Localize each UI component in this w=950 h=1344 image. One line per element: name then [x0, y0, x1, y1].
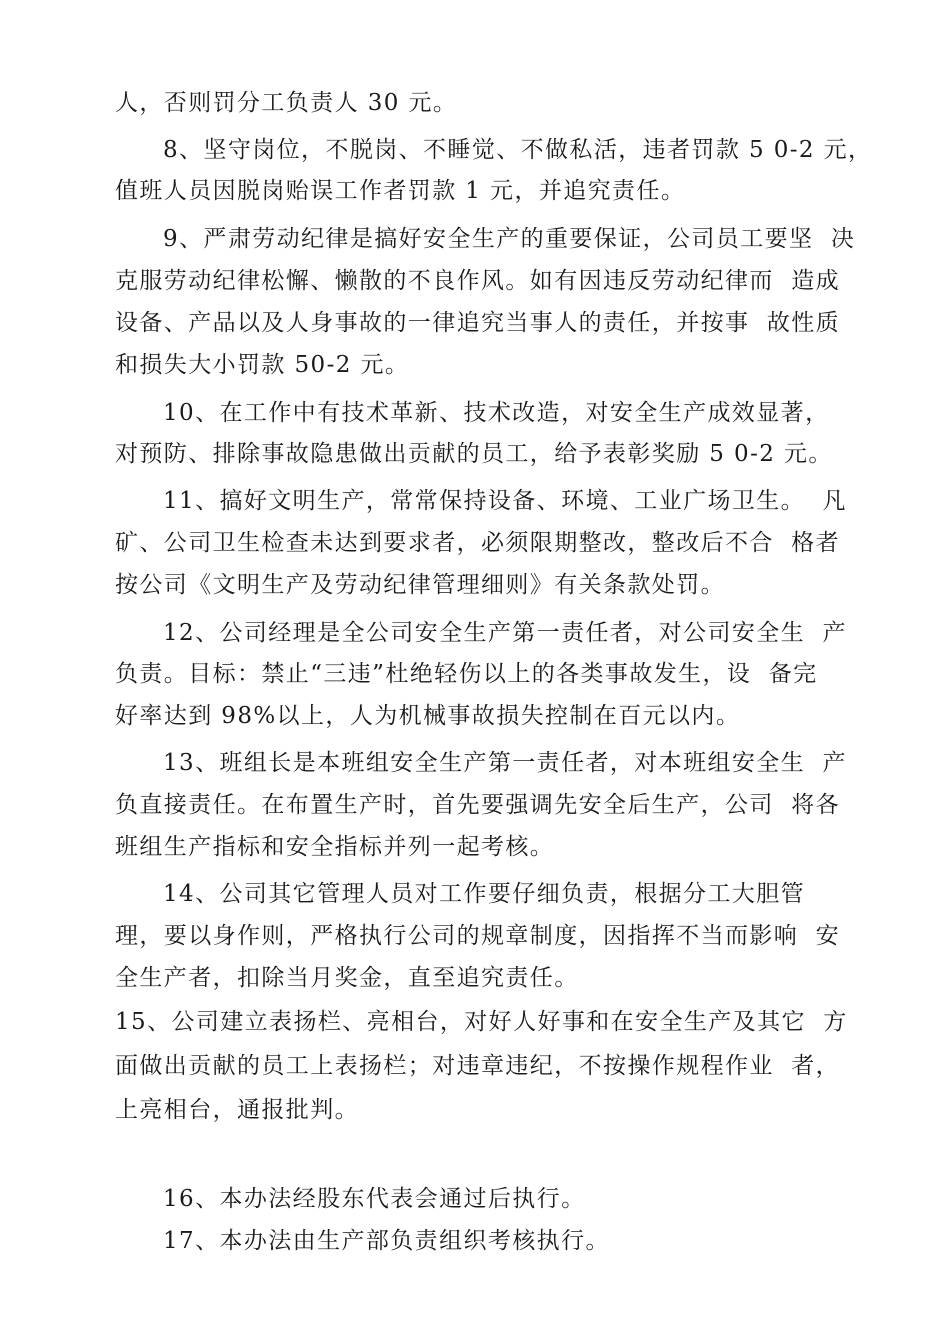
clause-12-line-2: 负责。目标：禁止“三违”杜绝轻伤以上的各类事故发生，设 备完 — [115, 661, 818, 687]
clause-16: 16、本办法经股东代表会通过后执行。 — [163, 1186, 586, 1212]
clause-9-line-4: 和损失大小罚款 50-2 元。 — [115, 352, 410, 378]
clause-10-line-2: 对预防、排除事故隐患做出贡献的员工，给予表彰奖励 5 0-2 元。 — [115, 441, 833, 467]
clause-15-line-3: 上亮相台，通报批判。 — [115, 1097, 359, 1123]
clause-17: 17、本办法由生产部负责组织考核执行。 — [163, 1228, 610, 1254]
text-line: 人，否则罚分工负责人 30 元。 — [115, 90, 458, 116]
clause-11-line-3: 按公司《文明生产及劳动纪律管理细则》有关条款处罚。 — [115, 572, 725, 598]
clause-14-line-3: 全生产者，扣除当月奖金，直至追究责任。 — [115, 965, 579, 991]
clause-13-line-3: 班组生产指标和安全指标并列一起考核。 — [115, 834, 555, 860]
clause-8-line-1: 8、坚守岗位，不脱岗、不睡觉、不做私活，违者罚款 5 0-2 元， — [163, 137, 873, 163]
clause-9-line-2: 克服劳动纪律松懈、懒散的不良作风。如有因违反劳动纪律而 造成 — [115, 268, 841, 294]
clause-9-line-1: 9、严肃劳动纪律是搞好安全生产的重要保证，公司员工要坚 决 — [163, 226, 856, 252]
clause-12-line-1: 12、公司经理是全公司安全生产第一责任者，对公司安全生 产 — [163, 620, 847, 646]
clause-8-line-2: 值班人员因脱岗贻误工作者罚款 1 元，并追究责任。 — [115, 178, 686, 204]
clause-13-line-1: 13、班组长是本班组安全生产第一责任者，对本班组安全生 产 — [163, 750, 847, 776]
clause-14-line-1: 14、公司其它管理人员对工作要仔细负责，根据分工大胆管 — [163, 881, 806, 907]
clause-15-line-2: 面做出贡献的员工上表扬栏；对违章违纪，不按操作规程作业 者， — [115, 1053, 841, 1079]
clause-11-line-1: 11、搞好文明生产，常常保持设备、环境、工业广场卫生。 凡 — [163, 488, 847, 514]
clause-15-line-1: 15、公司建立表扬栏、亮相台，对好人好事和在安全生产及其它 方 — [115, 1009, 848, 1035]
clause-12-line-3: 好率达到 98%以上，人为机械事故损失控制在百元以内。 — [115, 703, 741, 729]
clause-13-line-2: 负直接责任。在布置生产时，首先要强调先安全后生产，公司 将各 — [115, 792, 841, 818]
clause-11-line-2: 矿、公司卫生检查未达到要求者，必须限期整改，整改后不合 格者 — [115, 530, 841, 556]
clause-9-line-3: 设备、产品以及人身事故的一律追究当事人的责任，并按事 故性质 — [115, 310, 841, 336]
clause-14-line-2: 理，要以身作则，严格执行公司的规章制度，因指挥不当而影响 安 — [115, 923, 841, 949]
clause-10-line-1: 10、在工作中有技术革新、技术改造，对安全生产成效显著， — [163, 400, 830, 426]
